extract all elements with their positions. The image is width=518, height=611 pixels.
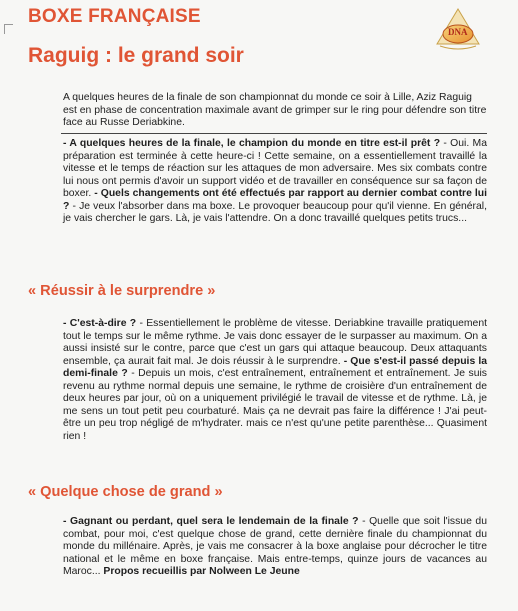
subheading-1: « Réussir à le surprendre » xyxy=(28,283,216,299)
interview-block-1 xyxy=(63,138,487,226)
dna-logo-text: DNA xyxy=(448,27,468,37)
interview-block-3 xyxy=(63,516,487,579)
question: - A quelques heures de la finale, le champion du monde en titre est-il prêt ? xyxy=(63,138,441,149)
answer: - Oui. Ma préparation est terminée à cette heure-ci ! Cette semaine, on a essentiellement travaillé la vitesse et le temps de réaction sur les attaques de mon adversaire. Mes six combats contre lui nous ont permis d'avoir un support vidéo et de travailler en conséquence sur sa façon de boxer. xyxy=(63,138,487,199)
byline: Propos recueillis par Nolween Le Jeune xyxy=(100,566,300,577)
crop-mark xyxy=(4,24,13,34)
answer: - Essentiellement le problème de vitesse. Deriabkine travaille pratiquement tout le temps sur le même rythme. Je vais donc essayer de le surpasser au maximum. On a aussi insisté sur le contre, parce que c'est un gars qui attaque beaucoup. Deux attaquants ensemble, ça aurait fait mal. Je dois réussir à le surprendre. xyxy=(63,318,487,367)
divider xyxy=(61,133,487,134)
section-label: BOXE FRANÇAISE xyxy=(28,6,201,27)
answer: - Quelle que soit l'issue du combat, pour moi, c'est quelque chose de grand, cette dernière finale du championnat du monde du millénaire. Après, je vais me consacrer à la boxe anglaise pour décrocher le titre national et le même en boxe française. Mais entre-temps, quinze jours de vacances au Maroc... xyxy=(63,516,487,577)
question: - Gagnant ou perdant, quel sera le lendemain de la finale ? xyxy=(63,516,359,527)
subheading-2: « Quelque chose de grand » xyxy=(28,484,223,500)
article-intro: A quelques heures de la finale de son championnat du monde ce soir à Lille, Aziz Raguig est en phase de concentration maximale avant de grimper sur le ring pour défendre son titre face au Russe Deriabkine. xyxy=(63,92,487,128)
article-headline: Raguig : le grand soir xyxy=(28,44,244,67)
answer: - Depuis un mois, c'est entraînement, entraînement et entraînement. Je suis revenu au rythme normal depuis une semaine, le rythme de croisière d'un entraînement de deux heures par jour, où on a uniquement privilégié le travail de vitesse et de rythme. Là, je me sens un tout petit peu courbaturé. Mais ça ne devrait pas faire la différence ! J'ai peut-être un peu trop négligé de m'hydrater. mais ce n'est qu'une petite parenthèse... Quasiment rien ! xyxy=(63,368,487,442)
question: - Que s'est-il passé depuis la demi-finale ? xyxy=(63,355,487,379)
interview-block-2 xyxy=(63,318,487,443)
answer: - Je veux l'absorber dans ma boxe. Le provoquer beaucoup pour qu'il vienne. En général, je vais chercher le gars. Là, je vais l'attendre. On a donc travaillé quelques petits trucs... xyxy=(63,200,487,224)
question: - Quels changements ont été effectués par rapport au dernier combat contre lui ? xyxy=(63,188,487,212)
question: - C'est-à-dire ? xyxy=(63,318,137,329)
